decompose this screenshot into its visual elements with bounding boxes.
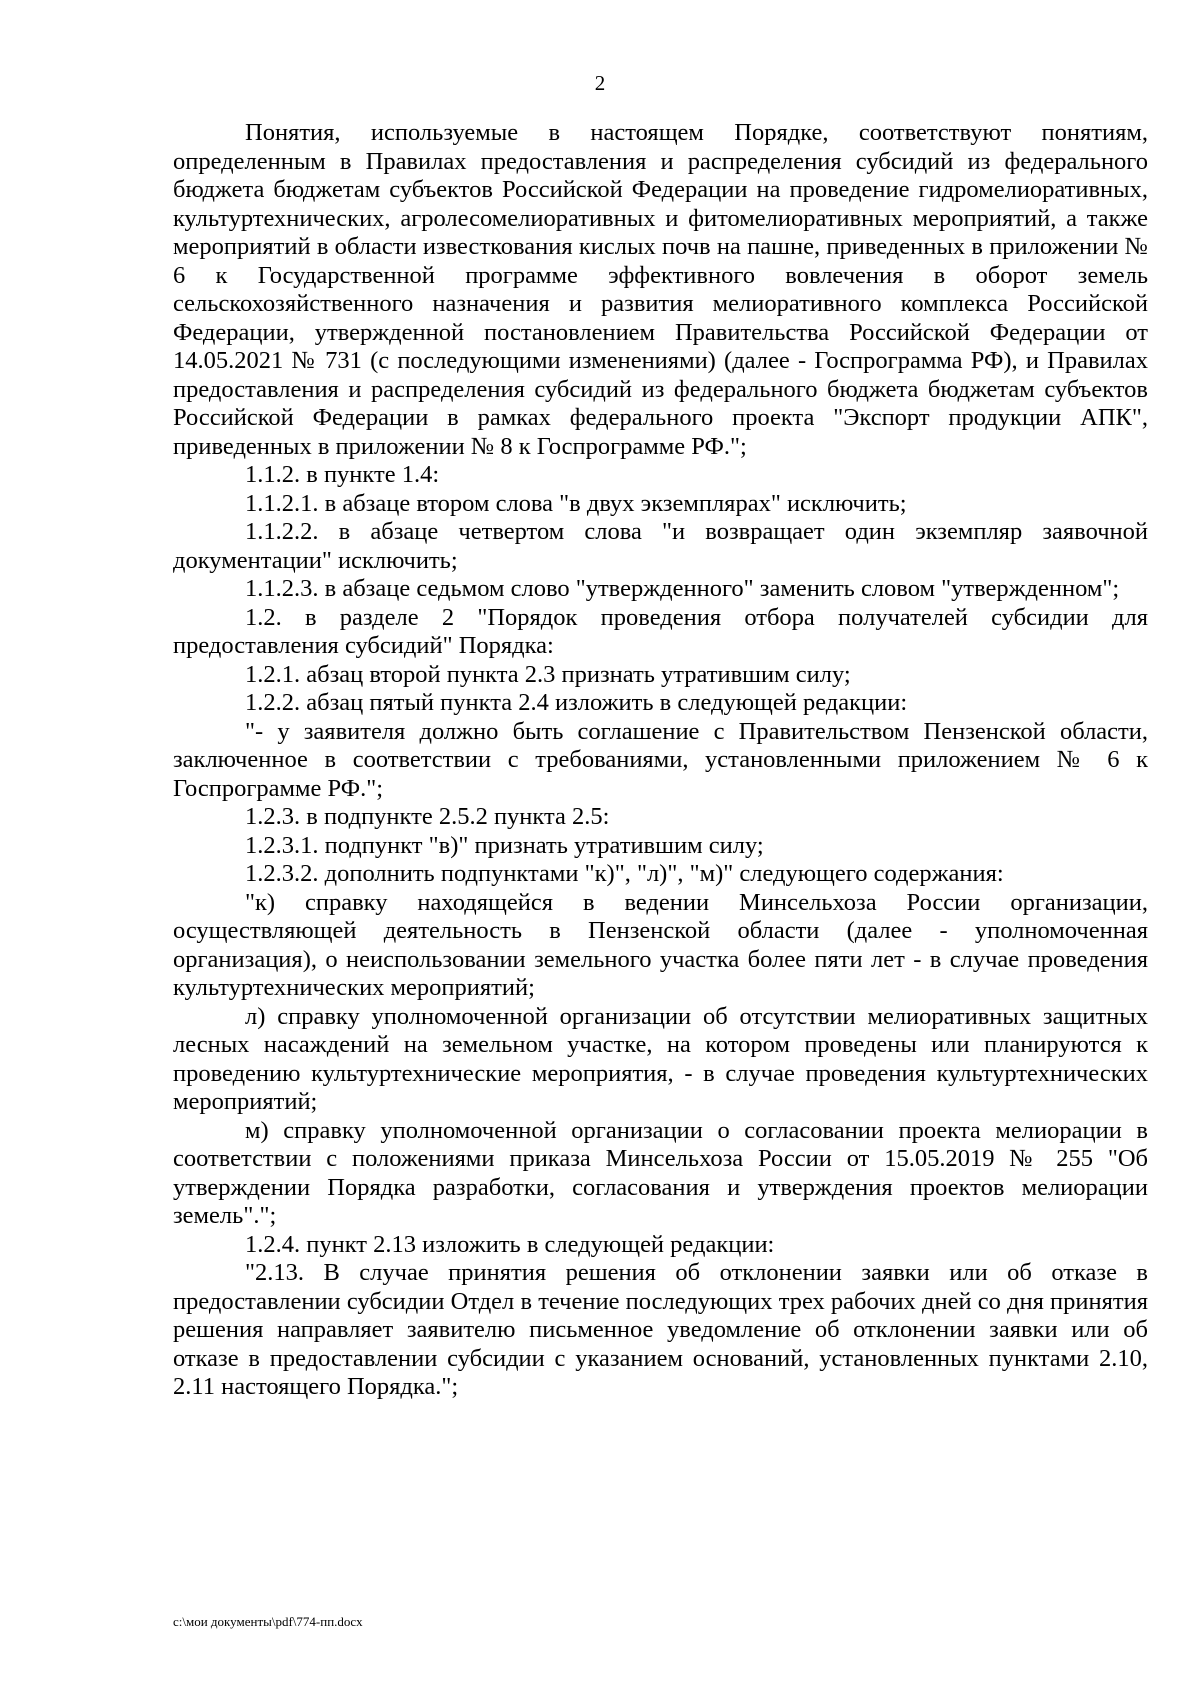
document-body <box>173 119 1148 1402</box>
paragraph: 1.2.3. в подпункте 2.5.2 пункта 2.5: <box>245 803 610 830</box>
paragraph: "к) справку находящейся в ведении Минсельхоза России организации, осуществляющей деятельность в Пензенской области (далее - уполномоченная организация), о неиспользовании земельного участка более пяти лет - в случае проведения культуртехнических мероприятий; <box>173 888 1148 1001</box>
paragraph: 1.2.3.1. подпункт "в)" признать утратившим силу; <box>245 831 764 859</box>
file-path-footer: c:\мои документы\pdf\774-пп.docx <box>173 1614 363 1629</box>
paragraph: Понятия, используемые в настоящем Порядке, соответствуют понятиям, определенным в Правилах предоставления и распределения субсидий из федерального бюджета бюджетам субъектов Российской Федерации на проведение гидромелиоративных, культуртехнических, агролесомелиоративных и фитомелиоративных мероприятий, а также мероприятий в области известкования кислых почв на пашне, приведенных в приложении № 6 к Государственной программе эффективного вовлечения в оборот земель сельскохозяйственного назначения и развития мелиоративного комплекса Российской Федерации, утвержденной постановлением Правительства Российской Федерации от 14.05.2021 № 731 (с последующими изменениями) (далее - Госпрограмма РФ), и Правилах предоставления и распределения субсидий из федерального бюджета бюджетам субъектов Российской Федерации в рамках федерального проекта "Экспорт продукции АПК", приведенных в приложении № 8 к Госпрограмме РФ."; <box>173 119 1148 460</box>
paragraph: 1.2.4. пункт 2.13 изложить в следующей редакции: <box>245 1230 775 1258</box>
paragraph: "- у заявителя должно быть соглашение с Правительством Пензенской области, заключенное в соответствии с требованиями, установленными приложением № 6 к Госпрограмме РФ."; <box>173 717 1148 802</box>
paragraph: 1.1.2. в пункте 1.4: <box>245 461 440 488</box>
paragraph: 1.2.2. абзац пятый пункта 2.4 изложить в следующей редакции: <box>245 689 908 716</box>
paragraph: 1.1.2.3. в абзаце седьмом слово "утвержденного" заменить словом "утвержденном"; <box>245 575 1120 602</box>
page-number: 2 <box>594 71 606 95</box>
paragraph: л) справку уполномоченной организации об отсутствии мелиоративных защитных лесных насаждений на земельном участке, на котором проведены или планируются к проведению культуртехнические мероприятия, - в случае проведения культуртехнических мероприятий; <box>173 1002 1148 1115</box>
paragraph: 1.1.2.2. в абзаце четвертом слова "и возвращает один экземпляр заявочной документации" исключить; <box>173 518 1148 574</box>
paragraph: 1.2. в разделе 2 "Порядок проведения отбора получателей субсидии для предоставления субсидий" Порядка: <box>173 603 1148 659</box>
paragraph: 1.2.3.2. дополнить подпунктами "к)", "л)", "м)" следующего содержания: <box>245 860 1004 887</box>
paragraph: "2.13. В случае принятия решения об отклонении заявки или об отказе в предоставлении субсидии Отдел в течение последующих трех рабочих дней со дня принятия решения направляет заявителю письменное уведомление об отклонении заявки или об отказе в предоставлении субсидии с указанием оснований, установленных пунктами 2.10, 2.11 настоящего Порядка."; <box>173 1259 1148 1400</box>
paragraph: м) справку уполномоченной организации о согласовании проекта мелиорации в соответствии с положениями приказа Минсельхоза России от 15.05.2019 № 255 "Об утверждении Порядка разработки, согласования и утверждения проектов мелиорации земель"."; <box>173 1116 1148 1229</box>
paragraph: 1.2.1. абзац второй пункта 2.3 признать утратившим силу; <box>245 660 851 688</box>
paragraph: 1.1.2.1. в абзаце втором слова "в двух экземплярах" исключить; <box>245 489 907 517</box>
